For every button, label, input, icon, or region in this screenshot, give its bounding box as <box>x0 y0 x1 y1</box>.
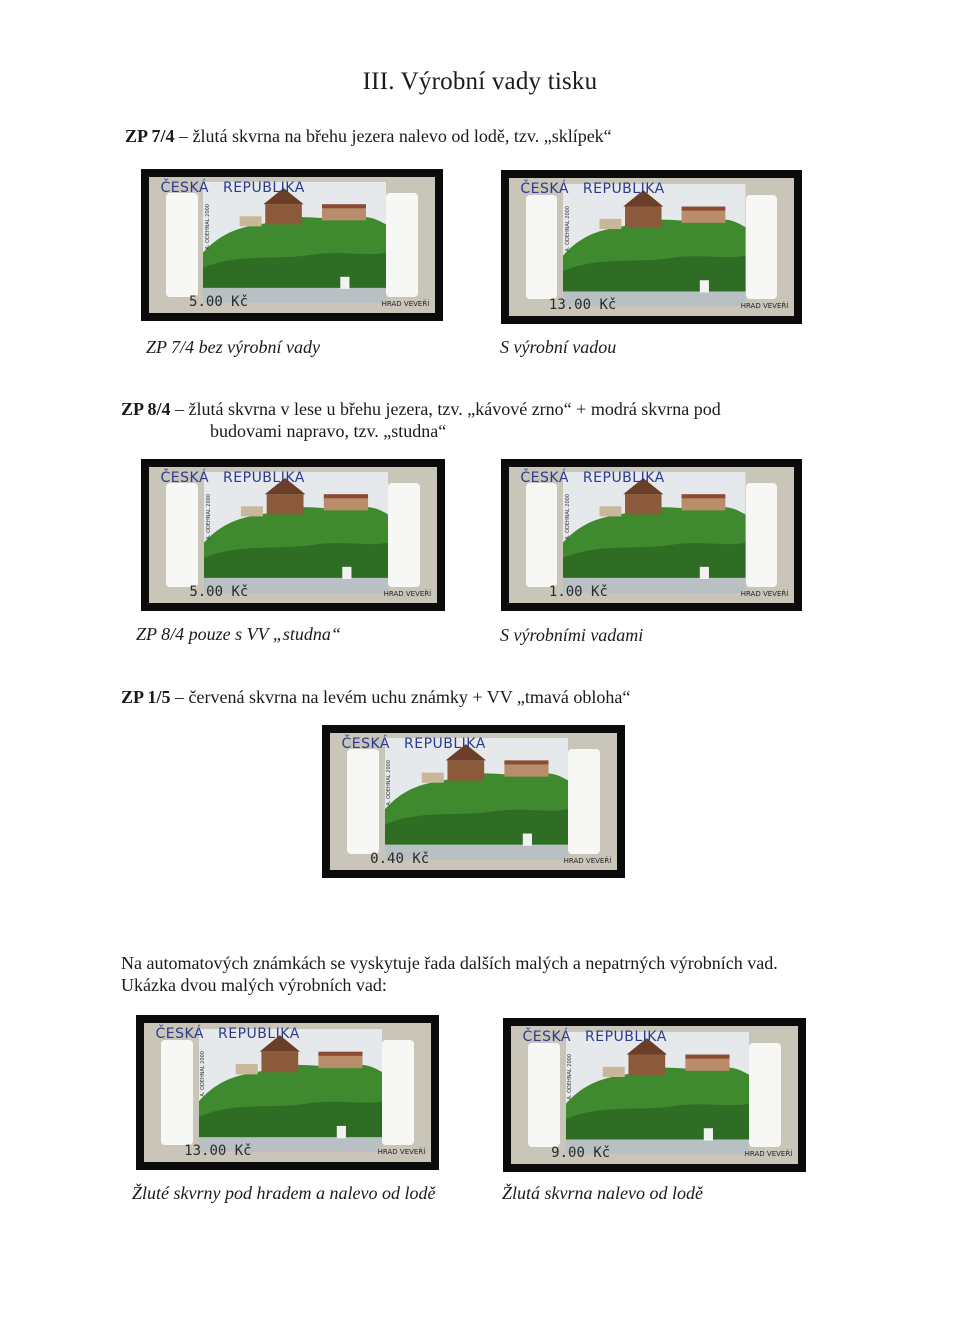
caption-bottom-left: Žluté skvrny pod hradem a nalevo od lodě <box>132 1183 436 1203</box>
section-text: – žlutá skvrna na břehu jezera nalevo od lodě, tzv. „sklípek“ <box>174 126 612 146</box>
stamp-strip <box>144 1023 431 1162</box>
country-left: ČESKÁ <box>160 469 210 486</box>
section-heading-zp74 <box>125 125 612 147</box>
castle-landscape-illustration <box>203 179 386 303</box>
stamp-castle-label: HRAD VEVEŘÍ <box>744 1150 793 1159</box>
stamp-left-ear <box>528 1043 560 1148</box>
stamp-card <box>501 170 802 324</box>
country-right: REPUBLIKA <box>585 1028 667 1045</box>
stamp-strip <box>509 178 794 316</box>
stamp-value: 1.00 Kč <box>548 584 608 601</box>
caption-bottom-right: Žlutá skvrna nalevo od lodě <box>502 1183 703 1203</box>
stamp-left-ear <box>347 749 379 853</box>
stamp-image <box>203 179 386 303</box>
stamp-country <box>520 181 788 197</box>
page-title: III. Výrobní vady tisku <box>362 68 598 95</box>
stamp-right-ear <box>386 193 417 296</box>
stamp-country <box>520 470 788 486</box>
country-left: ČESKÁ <box>155 1025 204 1042</box>
stamp-value: 5.00 Kč <box>189 294 249 311</box>
country-right: REPUBLIKA <box>582 469 665 486</box>
stamp-image <box>563 469 745 593</box>
stamp-left-ear <box>166 483 198 586</box>
country-left: ČESKÁ <box>522 1028 571 1045</box>
stamp-country <box>161 470 432 486</box>
castle-landscape-illustration <box>563 469 745 593</box>
stamp-strip <box>149 177 435 313</box>
stamp-strip <box>149 467 437 603</box>
castle-landscape-illustration <box>204 469 388 593</box>
stamp-author: A. ODEHNAL 2000 <box>205 494 212 540</box>
caption-zp74-right: S výrobní vadou <box>500 337 617 357</box>
stamp-card <box>141 459 445 611</box>
country-right: REPUBLIKA <box>582 180 665 197</box>
info-paragraph <box>121 952 861 996</box>
stamp-image <box>566 1032 750 1155</box>
castle-landscape-illustration <box>566 1032 750 1155</box>
country-right: REPUBLIKA <box>404 735 486 752</box>
section-code: ZP 7/4 <box>125 126 175 146</box>
section-heading-zp84 <box>121 398 851 442</box>
section-text-line2: budovami napravo, tzv. „studna“ <box>210 421 447 441</box>
stamp-right-ear <box>746 483 777 586</box>
stamp-castle-label: HRAD VEVEŘÍ <box>740 589 789 598</box>
stamp-left-ear <box>526 483 557 586</box>
stamp-strip <box>511 1026 798 1164</box>
castle-landscape-illustration <box>385 735 569 860</box>
stamp-card <box>136 1015 439 1170</box>
stamp-right-ear <box>388 483 420 586</box>
stamp-country <box>341 736 611 752</box>
stamp-value: 0.40 Kč <box>370 851 430 868</box>
stamp-value: 13.00 Kč <box>184 1143 252 1160</box>
stamp-right-ear <box>382 1040 414 1146</box>
stamp-right-ear <box>749 1043 781 1148</box>
country-left: ČESKÁ <box>520 180 569 197</box>
stamp-author: A. ODEHNAL 2000 <box>567 1053 574 1100</box>
country-right: REPUBLIKA <box>223 469 305 486</box>
stamp-country <box>160 180 429 196</box>
stamp-author: A. ODEHNAL 2000 <box>386 760 393 806</box>
stamp-card <box>322 725 625 878</box>
country-left: ČESKÁ <box>160 179 209 196</box>
stamp-castle-label: HRAD VEVEŘÍ <box>381 299 430 308</box>
stamp-author: A. ODEHNAL 2000 <box>564 494 571 540</box>
stamp-strip <box>509 467 794 603</box>
stamp-strip <box>330 733 617 870</box>
stamp-image <box>199 1029 383 1153</box>
caption-zp84-right: S výrobními vadami <box>500 625 644 645</box>
castle-landscape-illustration <box>199 1029 383 1153</box>
stamp-country <box>522 1029 792 1045</box>
stamp-image <box>204 469 388 593</box>
section-code: ZP 8/4 <box>121 399 171 419</box>
stamp-castle-label: HRAD VEVEŘÍ <box>563 856 612 865</box>
stamp-castle-label: HRAD VEVEŘÍ <box>377 1148 426 1157</box>
country-left: ČESKÁ <box>341 735 390 752</box>
section-text: – červená skvrna na levém uchu známky + VV „tmavá obloha“ <box>170 687 631 707</box>
stamp-castle-label: HRAD VEVEŘÍ <box>740 302 789 311</box>
stamp-left-ear <box>166 193 197 296</box>
country-right: REPUBLIKA <box>222 179 305 196</box>
country-right: REPUBLIKA <box>218 1025 300 1042</box>
caption-zp74-left: ZP 7/4 bez výrobní vady <box>146 337 320 357</box>
stamp-value: 5.00 Kč <box>189 584 249 601</box>
stamp-card <box>503 1018 806 1172</box>
country-left: ČESKÁ <box>520 469 569 486</box>
stamp-right-ear <box>568 749 600 853</box>
caption-zp84-left: ZP 8/4 pouze s VV „studna“ <box>136 624 341 644</box>
stamp-author: A. ODEHNAL 2000 <box>564 205 571 252</box>
castle-landscape-illustration <box>563 184 745 307</box>
stamp-left-ear <box>161 1040 193 1146</box>
stamp-castle-label: HRAD VEVEŘÍ <box>383 589 432 598</box>
stamp-image <box>385 735 569 860</box>
section-text: – žlutá skvrna v lese u břehu jezera, tzv. „kávové zrno“ + modrá skvrna pod <box>170 399 721 419</box>
stamp-card <box>141 169 443 321</box>
stamp-value: 9.00 Kč <box>551 1145 611 1162</box>
stamp-right-ear <box>746 195 777 300</box>
stamp-value: 13.00 Kč <box>548 297 617 314</box>
section-code: ZP 1/5 <box>121 687 171 707</box>
stamp-card <box>501 459 802 611</box>
stamp-image <box>563 184 745 307</box>
paragraph-line-1: Na automatových známkách se vyskytuje řada dalších malých a nepatrných výrobních vad. <box>121 953 778 973</box>
stamp-author: A. ODEHNAL 2000 <box>205 204 212 250</box>
stamp-country <box>155 1026 425 1042</box>
paragraph-line-2: Ukázka dvou malých výrobních vad: <box>121 975 387 995</box>
stamp-left-ear <box>526 195 557 300</box>
section-heading-zp15 <box>121 686 630 708</box>
stamp-author: A. ODEHNAL 2000 <box>200 1050 207 1097</box>
